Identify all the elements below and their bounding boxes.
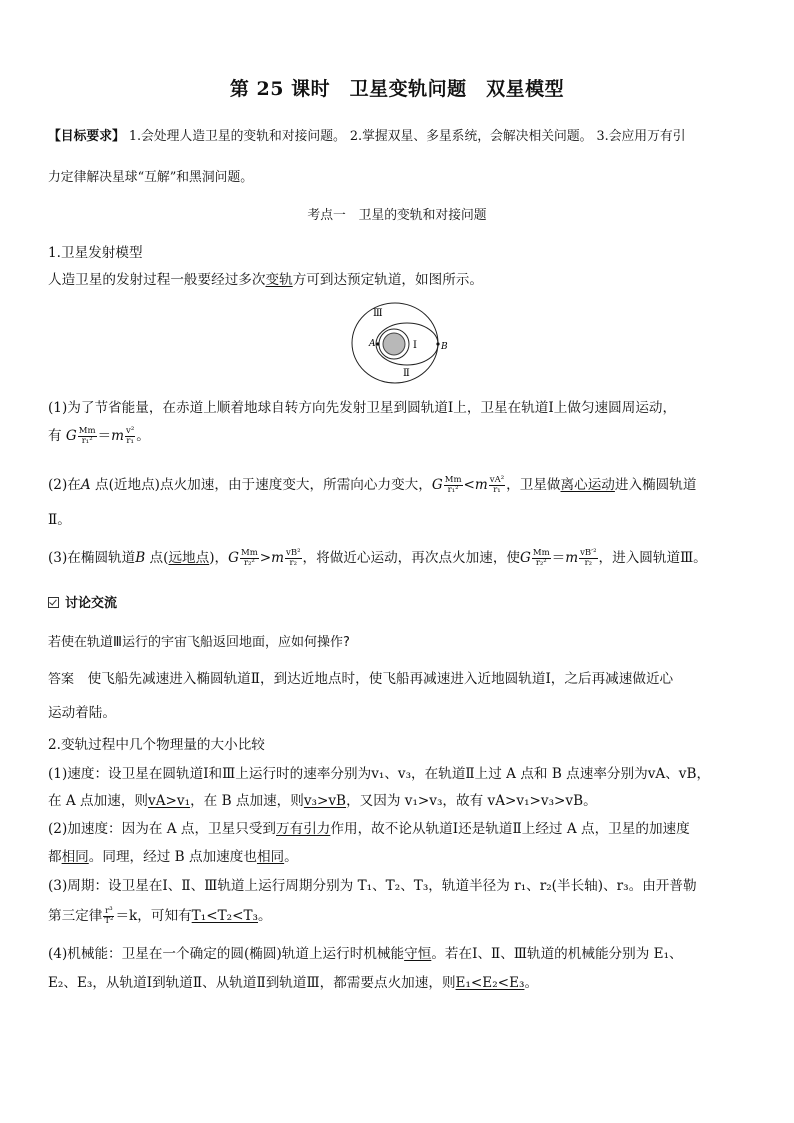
section-2-heading: 2.变轨过程中几个物理量的大小比较 — [48, 737, 265, 753]
paragraph-1-line-2: 有 G $\frac{Mm}{\text{r₁²}}$ ＝m $\frac{\text{v²}}{\text{r₁}}$ 。 — [48, 426, 150, 446]
acceleration-line-2: 都相同。同理，经过 B 点加速度也相同。 — [48, 849, 298, 865]
answer-line-1: 答案 使飞船先减速进入椭圆轨道Ⅱ，到达近地点时，使飞船再减速进入近地圆轨道Ⅰ，之后再减速做近心 — [48, 671, 674, 687]
paragraph-1-line-1: (1)为了节省能量，在赤道上顺着地球自转方向先发射卫星到圆轨道Ⅰ上，卫星在轨道Ⅰ上做匀速圆周运动， — [48, 400, 677, 416]
fraction: $\frac{Mm}{\text{r₁²}}$ — [78, 426, 96, 446]
earth-icon — [383, 333, 405, 355]
paragraph-2-line-2: Ⅱ。 — [48, 512, 71, 528]
orbit-diagram — [340, 298, 460, 386]
fraction: $\frac{\text{v²}}{\text{r₁}}$ — [126, 426, 135, 446]
section-title: 考点一 卫星的变轨和对接问题 — [307, 208, 487, 223]
speed-line-2: 在 A 点加速，则vA>v₁，在 B 点加速，则v₃>vB，又因为 v₁>v₃，故有 vA>v₁>v₃>vB。 — [48, 793, 597, 809]
answer-line-2: 运动着陆。 — [48, 705, 116, 721]
paragraph-2-line-1: (2)在A 点(近地点)点火加速，由于速度变大，所需向心力变大，G $\frac{Mm}{\text{r₁²}}$ <m $\frac{\text{vA²}}{\text{r₁}}$ ，卫星做离心运动进入椭圆轨道 — [48, 475, 697, 495]
discussion-question: 若使在轨道Ⅲ运行的宇宙飞船返回地面，应如何操作? — [48, 635, 350, 650]
fraction: $\frac{Mm}{\text{r₁²}}$ — [444, 475, 462, 495]
goals-label: 【目标要求】 — [48, 129, 125, 144]
label-orbit-iii: Ⅲ — [373, 308, 383, 319]
fraction: $\frac{Mm}{\text{r₂²}}$ — [532, 548, 550, 568]
period-line-2: 第三定律 $\frac{\text{r³}}{\text{T²}}$ ＝k，可知有T₁<T₂<T₃。 — [48, 906, 272, 926]
period-line-1: (3)周期：设卫星在Ⅰ、Ⅱ、Ⅲ轨道上运行周期分别为 T₁、T₂、T₃，轨道半径为 r₁、r₂(半长轴)、r₃。由开普勒 — [48, 878, 697, 894]
point-a-dot — [376, 342, 379, 345]
mechanical-energy-line-1: (4)机械能：卫星在一个确定的圆(椭圆)轨道上运行时机械能守恒。若在Ⅰ、Ⅱ、Ⅲ轨道的机械能分别为 E₁、 — [48, 946, 683, 962]
mechanical-energy-line-2: E₂、E₃，从轨道Ⅰ到轨道Ⅱ、从轨道Ⅱ到轨道Ⅲ，都需要点火加速，则E₁<E₂<E₃。 — [48, 975, 539, 991]
fraction: $\frac{\text{vB²}}{\text{r₂}}$ — [286, 548, 301, 568]
goals-line-2: 力定律解决星球“互解”和黑洞问题。 — [48, 170, 254, 185]
label-orbit-i: Ⅰ — [413, 340, 417, 351]
edit-check-icon — [48, 597, 59, 608]
speed-line-1: (1)速度：设卫星在圆轨道Ⅰ和Ⅲ上运行时的速率分别为v₁、v₃，在轨道Ⅱ上过 A 点和 B 点速率分别为vA、vB， — [48, 766, 711, 782]
label-orbit-ii: Ⅱ — [403, 368, 410, 379]
page-title: 第 25 课时 卫星变轨问题 双星模型 — [229, 78, 565, 100]
label-point-b: B — [441, 342, 448, 352]
fraction: $\frac{\text{vB′²}}{\text{r₂}}$ — [580, 548, 597, 568]
discussion-heading: 讨论交流 — [48, 592, 117, 611]
fraction: $\frac{\text{r³}}{\text{T²}}$ — [104, 906, 114, 926]
section-1-intro: 人造卫星的发射过程一般要经过多次变轨方可到达预定轨道，如图所示。 — [48, 272, 483, 288]
fraction: $\frac{Mm}{\text{r₂²}}$ — [241, 548, 258, 568]
fraction: $\frac{\text{vA²}}{\text{r₁}}$ — [489, 475, 505, 495]
section-1-heading: 1.卫星发射模型 — [48, 245, 143, 261]
goals-line-1: 【目标要求】 1.会处理人造卫星的变轨和对接问题。 2.掌握双星、多星系统，会解决相关问题。 3.会应用万有引 — [48, 129, 686, 144]
acceleration-line-1: (2)加速度：因为在 A 点，卫星只受到万有引力作用，故不论从轨道Ⅰ还是轨道Ⅱ上经过 A 点，卫星的加速度 — [48, 821, 690, 837]
paragraph-3: (3)在椭圆轨道B 点(远地点)，G $\frac{Mm}{\text{r₂²}}$ >m $\frac{\text{vB²}}{\text{r₂}}$ ，将做近心运动，再次点火加速，使G $\frac{Mm}{\text{r₂²}}$ ＝m $\frac{\text{vB′²}}{\text{r₂}}$ ，进入圆轨道Ⅲ。 — [48, 548, 707, 568]
point-b-dot — [436, 342, 439, 345]
label-point-a: A — [369, 339, 376, 349]
answer-label: 答案 — [48, 672, 75, 687]
